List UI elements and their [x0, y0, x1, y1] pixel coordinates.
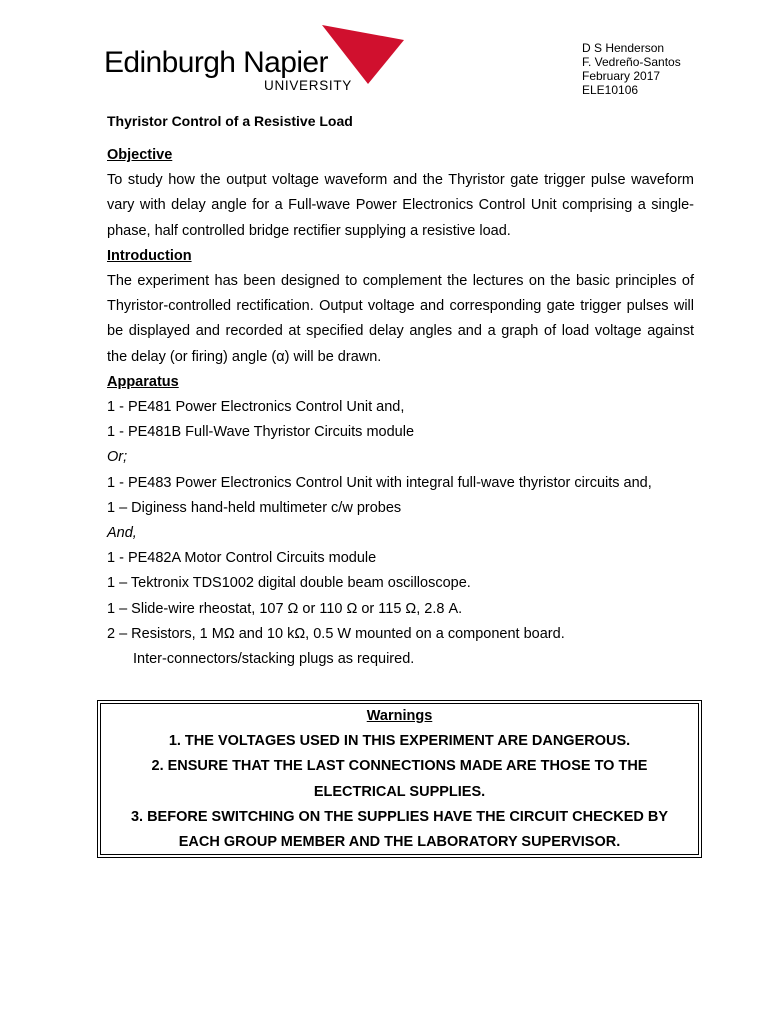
apparatus-connector: Or; [107, 449, 128, 466]
document-date: February 2017 [582, 69, 661, 83]
introduction-heading: Introduction [107, 247, 192, 264]
warning-line: 1. THE VOLTAGES USED IN THIS EXPERIMENT ARE DANGEROUS. [168, 733, 631, 750]
warning-line: ELECTRICAL SUPPLIES. [313, 783, 486, 800]
warning-line: 3. BEFORE SWITCHING ON THE SUPPLIES HAVE THE CIRCUIT CHECKED BY [130, 808, 669, 825]
objective-text: To study how the output voltage waveform and the Thyristor gate trigger pulse waveform vary with delay angle for a Full-wave Power Electronics Control Unit comprising a single-phase, half controlled bridge rectifier supplying a resistive load. [107, 172, 694, 239]
objective-heading: Objective [107, 147, 173, 163]
apparatus-item: 2 – Resistors, 1 MΩ and 10 kΩ, 0.5 W mounted on a component board. [107, 625, 565, 642]
apparatus-item: 1 - PE481 Power Electronics Control Unit and, [107, 399, 405, 416]
warning-line: EACH GROUP MEMBER AND THE LABORATORY SUPERVISOR. [178, 834, 621, 851]
apparatus-connector: And, [107, 525, 137, 542]
author-2: F. Vedreño-Santos [582, 55, 681, 69]
logo-subtitle: UNIVERSITY [264, 78, 353, 93]
module-code: ELE10106 [582, 83, 639, 97]
author-1: D S Henderson [582, 41, 665, 55]
apparatus-item: 1 – Slide-wire rheostat, 107 Ω or 110 Ω or 115 Ω, 2.8 A. [107, 600, 463, 617]
warnings-box [97, 700, 702, 858]
apparatus-item: 1 - PE483 Power Electronics Control Unit with integral full-wave thyristor circuits and, [107, 474, 652, 491]
document-meta [582, 41, 681, 97]
document-title: Thyristor Control of a Resistive Load [107, 113, 353, 129]
apparatus-item: 1 - PE482A Motor Control Circuits module [107, 550, 377, 567]
apparatus-item: Inter-connectors/stacking plugs as required. [133, 651, 415, 668]
warnings-title: Warnings [366, 708, 433, 724]
logo-wordmark: Edinburgh Napier [104, 46, 328, 79]
apparatus-item: 1 – Tektronix TDS1002 digital double beam oscilloscope. [107, 575, 471, 592]
apparatus-item: 1 – Diginess hand-held multimeter c/w probes [107, 499, 402, 516]
warning-line: 2. ENSURE THAT THE LAST CONNECTIONS MADE ARE THOSE TO THE [151, 758, 648, 775]
apparatus-item: 1 - PE481B Full-Wave Thyristor Circuits module [107, 424, 415, 441]
apparatus-heading: Apparatus [107, 373, 179, 390]
introduction-text: The experiment has been designed to complement the lectures on the basic principles of Thyristor-controlled rectification. Output voltage and corresponding gate trigger pulses will be displayed and recorded at specified delay angles and a graph of load voltage against the delay (or firing) angle (α) will be drawn. [107, 273, 694, 365]
warnings-box-inner [100, 703, 699, 855]
document-body [107, 143, 694, 672]
university-logo [104, 22, 414, 94]
